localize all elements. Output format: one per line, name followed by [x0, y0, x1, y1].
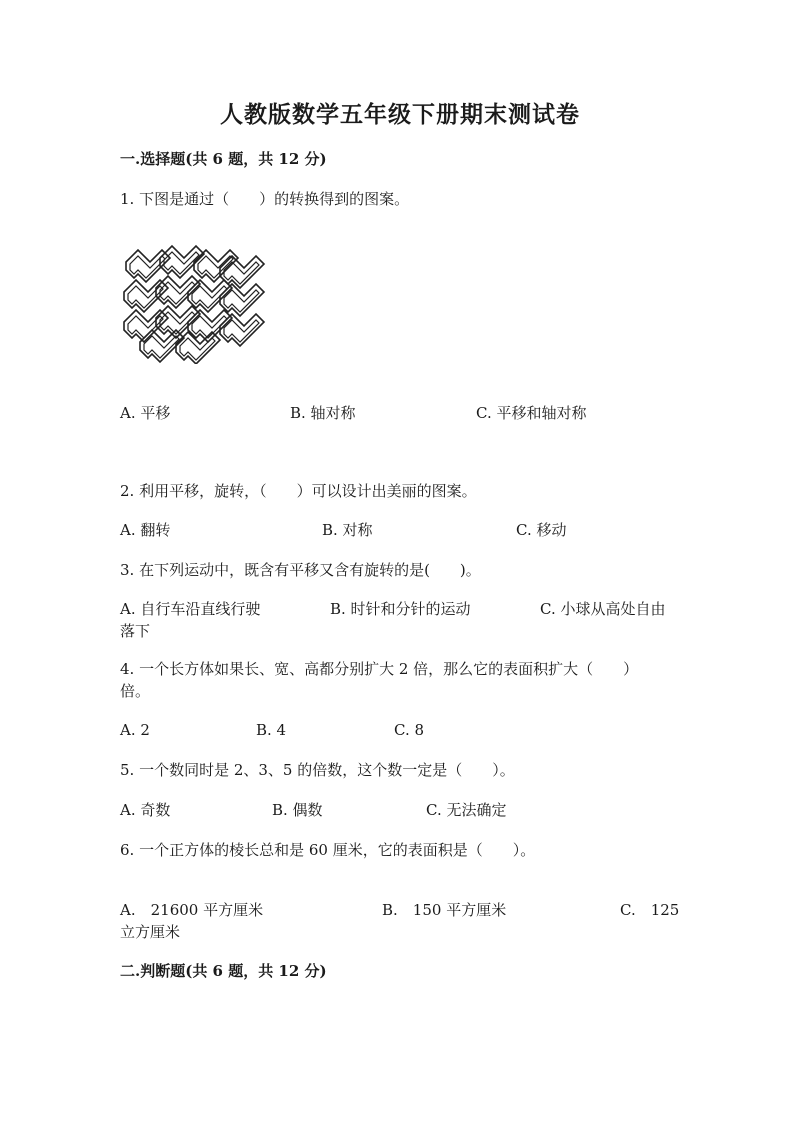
question-6-option-c-wrap: 立方厘米: [120, 923, 181, 941]
option-c[interactable]: C. 无法确定: [426, 801, 507, 819]
question-4-stem-line1: 4. 一个长方体如果长、宽、高都分别扩大 2 倍，那么它的表面积扩大（ ）: [120, 660, 639, 678]
option-b[interactable]: B. 4: [256, 721, 287, 739]
option-a[interactable]: A. 21600 平方厘米: [120, 901, 264, 919]
tile-pattern-figure: [120, 240, 266, 364]
option-a[interactable]: A. 奇数: [120, 801, 171, 819]
tile-row-1: [126, 246, 264, 288]
question-3-stem: 3. 在下列运动中，既含有平移又含有旋转的是( )。: [120, 561, 481, 579]
option-b[interactable]: B. 时针和分针的运动: [330, 600, 471, 618]
section-heading-judgement: 二.判断题(共 6 题，共 12 分): [120, 962, 327, 980]
option-a[interactable]: A. 自行车沿直线行驶: [120, 600, 261, 618]
option-a[interactable]: A. 平移: [120, 404, 171, 422]
question-5-stem: 5. 一个数同时是 2、3、5 的倍数，这个数一定是（ ）。: [120, 761, 515, 779]
option-c[interactable]: C. 8: [394, 721, 425, 739]
option-c[interactable]: C. 移动: [516, 521, 567, 539]
page-title: 人教版数学五年级下册期末测试卷: [220, 101, 580, 128]
option-b[interactable]: B. 轴对称: [290, 404, 356, 422]
question-3-option-c-wrap: 落下: [120, 622, 151, 640]
question-4-options: [120, 719, 672, 741]
question-3-options: [120, 598, 672, 620]
question-5-options: [120, 799, 672, 821]
question-4-stem-line2: 倍。: [120, 682, 151, 700]
option-c[interactable]: C. 125: [620, 901, 680, 919]
option-b[interactable]: B. 150 平方厘米: [382, 901, 507, 919]
option-b[interactable]: B. 对称: [322, 521, 373, 539]
question-1-stem: 1. 下图是通过（ ）的转换得到的图案。: [120, 190, 410, 208]
option-a[interactable]: A. 2: [120, 721, 150, 739]
question-2-options: [120, 519, 672, 541]
option-c[interactable]: C. 小球从高处自由: [540, 600, 666, 618]
option-c[interactable]: C. 平移和轴对称: [476, 404, 587, 422]
question-6-options: [120, 899, 680, 921]
option-a[interactable]: A. 翻转: [120, 521, 171, 539]
section-heading-choice: 一.选择题(共 6 题，共 12 分): [120, 150, 327, 168]
question-6-stem: 6. 一个正方体的棱长总和是 60 厘米，它的表面积是（ ）。: [120, 841, 536, 859]
question-1-options: [120, 402, 672, 424]
question-2-stem: 2. 利用平移，旋转，（ ）可以设计出美丽的图案。: [120, 482, 477, 500]
option-b[interactable]: B. 偶数: [272, 801, 323, 819]
